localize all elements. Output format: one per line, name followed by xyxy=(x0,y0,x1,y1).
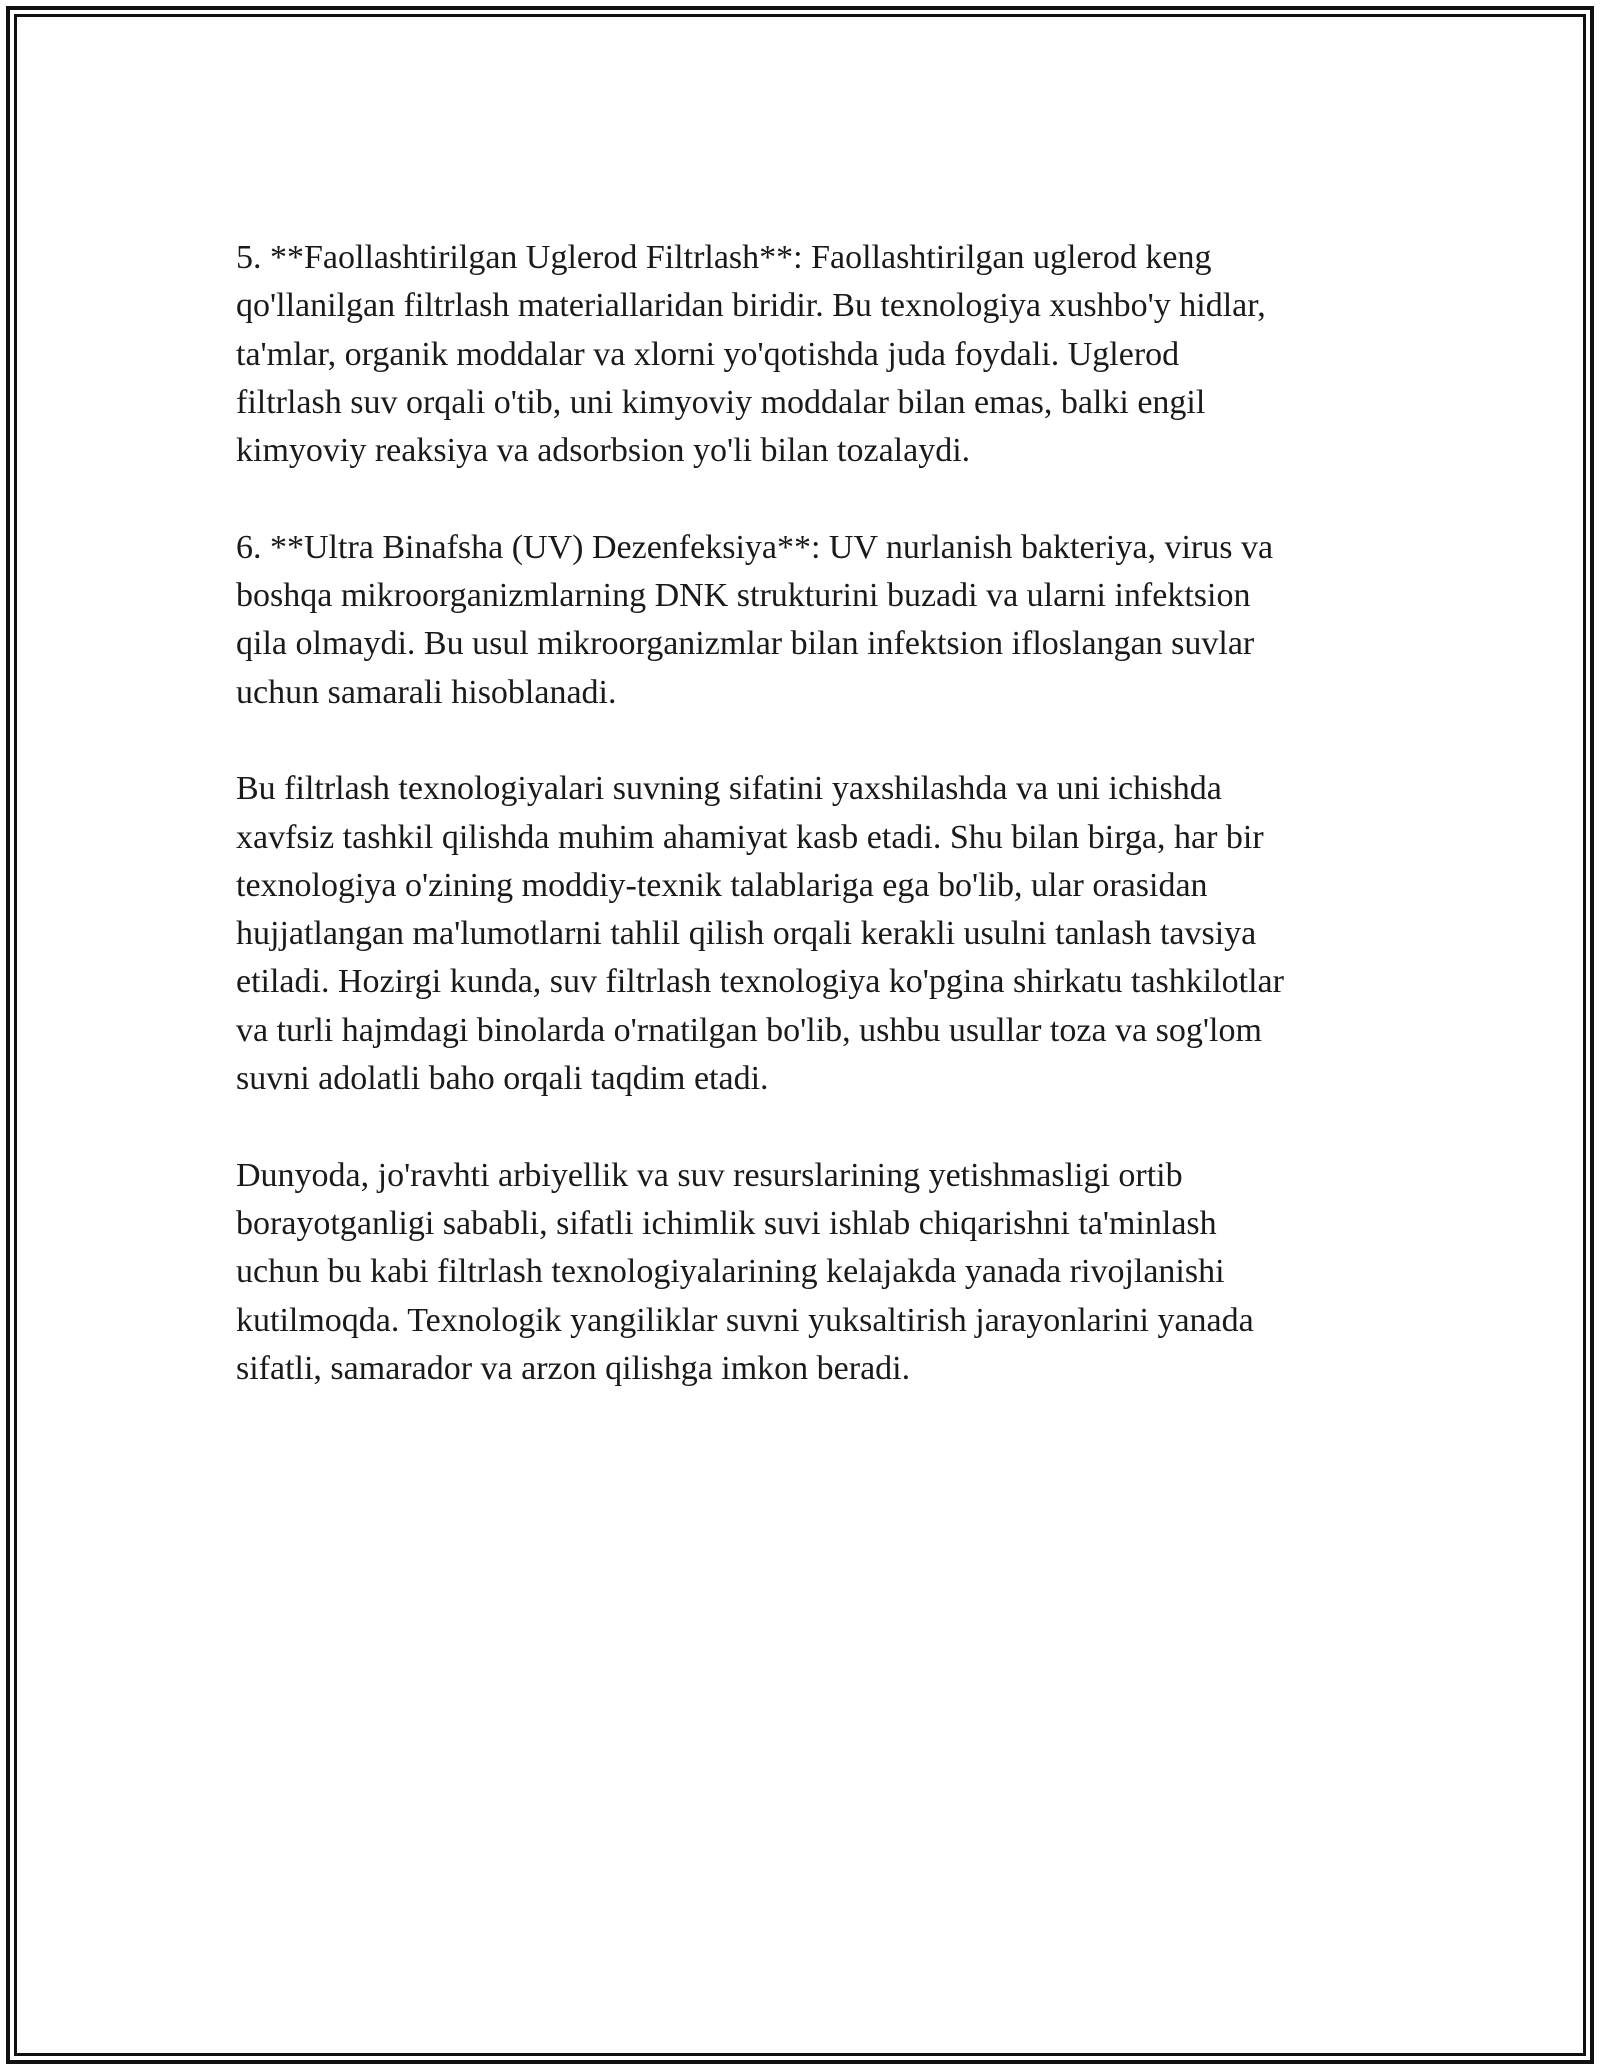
paragraph-summary xyxy=(236,765,1376,1103)
text-line: boshqa mikroorganizmlarning DNK strukturini buzadi va ularni infektsion xyxy=(236,577,1251,615)
text-line: suvni adolatli baho orqali taqdim etadi. xyxy=(236,1060,769,1098)
paragraph-conclusion xyxy=(236,1152,1376,1393)
text-line: filtrlash suv orqali o'tib, uni kimyoviy moddalar bilan emas, balki engil xyxy=(236,383,1206,421)
text-line: Bu filtrlash texnologiyalari suvning sifatini yaxshilashda va uni ichishda xyxy=(236,770,1222,808)
text-line: kutilmoqda. Texnologik yangiliklar suvni yuksaltirish jarayonlarini yanada xyxy=(236,1301,1254,1339)
text-line: ta'mlar, organik moddalar va xlorni yo'qotishda juda foydali. Uglerod xyxy=(236,335,1180,373)
text-line: qo'llanilgan filtrlash materiallaridan biridir. Bu texnologiya xushbo'y hidlar, xyxy=(236,287,1266,325)
text-line: kimyoviy reaksiya va adsorbsion yo'li bilan tozalaydi. xyxy=(236,432,971,470)
text-line: uchun samarali hisoblanadi. xyxy=(236,673,617,711)
text-line: sifatli, samarador va arzon qilishga imkon beradi. xyxy=(236,1349,911,1387)
paragraph-activated-carbon xyxy=(236,234,1376,475)
text-line: 5. **Faollashtirilgan Uglerod Filtrlash**: Faollashtirilgan uglerod keng xyxy=(236,239,1212,276)
text-line: xavfsiz tashkil qilishda muhim ahamiyat kasb etadi. Shu bilan birga, har bir xyxy=(236,818,1264,856)
text-line: etiladi. Hozirgi kunda, suv filtrlash texnologiya ko'pgina shirkatu tashkilotlar xyxy=(236,963,1284,1001)
text-line: va turli hajmdagi binolarda o'rnatilgan bo'lib, ushbu usullar toza va sog'lom xyxy=(236,1011,1262,1049)
text-line: 6. **Ultra Binafsha (UV) Dezenfeksiya**: UV nurlanish bakteriya, virus va xyxy=(236,528,1274,566)
text-line: uchun bu kabi filtrlash texnologiyalarining kelajakda yanada rivojlanishi xyxy=(236,1253,1225,1291)
text-line: borayotganligi sababli, sifatli ichimlik suvi ishlab chiqarishni ta'minlash xyxy=(236,1204,1217,1242)
text-line: Dunyoda, jo'ravhti arbiyellik va suv resurslarining yetishmasligi ortib xyxy=(236,1156,1183,1194)
document-body xyxy=(236,234,1376,1441)
text-line: texnologiya o'zining moddiy-texnik talablariga ega bo'lib, ular orasidan xyxy=(236,866,1208,904)
text-line: qila olmaydi. Bu usul mikroorganizmlar bilan infektsion ifloslangan suvlar xyxy=(236,625,1255,663)
paragraph-uv-disinfection xyxy=(236,524,1376,717)
text-line: hujjatlangan ma'lumotlarni tahlil qilish orqali kerakli usulni tanlash tavsiya xyxy=(236,915,1257,953)
